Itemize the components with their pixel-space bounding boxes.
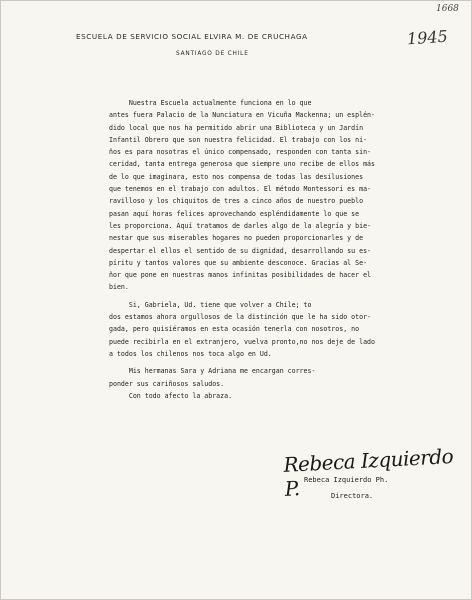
- paragraph-school: [109, 97, 444, 294]
- text-line: antes fuera Palacio de la Nunciatura en Vicuña Mackenna; un esplén-: [109, 111, 375, 120]
- letter-body: [109, 97, 444, 402]
- text-line: despertar el ellos el sentido de su dignidad, desarrollando su es-: [109, 246, 372, 255]
- text-line: ñor que pone en nuestras manos infinitas posibilidades de hacer el: [109, 271, 372, 280]
- signatory-name: Rebeca Izquierdo Ph.: [304, 476, 389, 484]
- signatory-title: Directora.: [331, 492, 374, 500]
- text-line: ños es para nosotras el único compensado, responden con tanta sin-: [109, 148, 372, 157]
- text-line: Con todo afecto la abraza.: [109, 391, 233, 400]
- archive-reference-number: 1668: [436, 4, 459, 14]
- text-line: píritu y tantos valores que su ambiente desconoce. Gracias al Se-: [109, 258, 368, 267]
- paragraph-closing: [109, 390, 444, 402]
- handwritten-signature: Rebeca Izquierdo P.: [282, 444, 454, 501]
- text-line: dido local que nos ha permitido abrir una Biblioteca y un Jardín: [109, 123, 364, 132]
- text-line: que tenemos en el trabajo con adultos. El método Montessori es ma-: [109, 185, 372, 194]
- text-line: dos estamos ahora orgullosos de la distinción que le ha sido otor-: [109, 313, 372, 322]
- text-line: puede recibirla en el extranjero, vuelva pronto,no nos deje de lado: [109, 337, 375, 346]
- handwritten-year: 1945: [406, 26, 449, 49]
- text-line: bien.: [109, 283, 129, 292]
- text-line: Mis hermanas Sara y Adriana me encargan corres-: [109, 367, 316, 376]
- text-line: Infantil Obrero que son nuestra felicidad. El trabajo con los ni-: [109, 135, 368, 144]
- text-line: a todos los chilenos nos toca algo en Ud.: [109, 349, 272, 358]
- text-line: les proporciona. Aquí tratamos de darles algo de la alegría y bie-: [109, 221, 372, 230]
- text-line: Nuestra Escuela actualmente funciona en lo que: [109, 99, 312, 107]
- text-line: ravilloso y los chiquitos de tres a cinco años de nuestro pueblo: [109, 197, 364, 206]
- text-line: ceridad, tanta entrega generosa que siempre uno recibe de ellos más: [109, 160, 375, 169]
- text-line: gada, pero quisiéramos en esta ocasión tenerla con nosotros, no: [109, 325, 360, 334]
- text-line: pasan aquí horas felices aprovechando espléndidamente lo que se: [109, 209, 360, 218]
- text-line: ponder sus cariñosos saludos.: [109, 379, 225, 388]
- letterhead-institution: ESCUELA DE SERVICIO SOCIAL ELVIRA M. DE CRUCHAGA: [76, 32, 308, 41]
- text-line: de lo que imaginara, esto nos compensa de todas las desilusiones: [109, 172, 364, 181]
- paragraph-greetings: [109, 365, 444, 390]
- text-line: Si, Gabriela, Ud. tiene que volver a Chile; to: [109, 300, 312, 309]
- text-line: nestar que sus miserables hogares no pueden proporcionarles y de: [109, 234, 364, 243]
- paragraph-gabriela: [109, 299, 444, 360]
- letterhead-city: SANTIAGO DE CHILE: [176, 51, 249, 57]
